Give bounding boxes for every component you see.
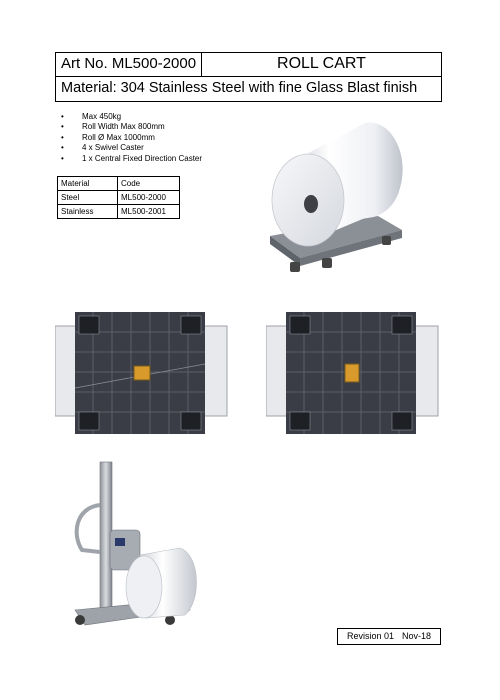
spec-item: • Roll Ø Max 1000mm	[60, 133, 202, 143]
revision-date: Nov-18	[402, 631, 432, 641]
roll-cart-3d-render	[260, 108, 410, 278]
platform-top-view-left	[55, 308, 230, 438]
spec-item: • Max 450kg	[60, 112, 202, 122]
lifter-with-roll-render	[60, 460, 210, 640]
product-title: ROLL CART	[202, 52, 442, 77]
platform-top-view-right	[266, 308, 441, 438]
spec-item: • Roll Width Max 800mm	[60, 122, 202, 132]
spec-item: • 4 x Swivel Caster	[60, 143, 202, 153]
table-header-cell: Code	[118, 177, 180, 191]
revision-box	[337, 628, 441, 645]
table-cell: ML500-2000	[118, 191, 180, 205]
spec-item: • 1 x Central Fixed Direction Caster	[60, 154, 202, 164]
table-header-row	[58, 177, 180, 191]
table-header-cell: Material	[58, 177, 118, 191]
table-cell: Steel	[58, 191, 118, 205]
spec-list	[60, 112, 202, 164]
table-cell: ML500-2001	[118, 205, 180, 219]
revision-label: Revision 01	[346, 631, 394, 641]
material-code-table	[57, 176, 180, 219]
article-number: Art No. ML500-2000	[55, 52, 202, 77]
table-cell: Stainless	[58, 205, 118, 219]
table-row	[58, 191, 180, 205]
table-row	[58, 205, 180, 219]
material-description: Material: 304 Stainless Steel with fine Glass Blast finish	[55, 77, 442, 102]
